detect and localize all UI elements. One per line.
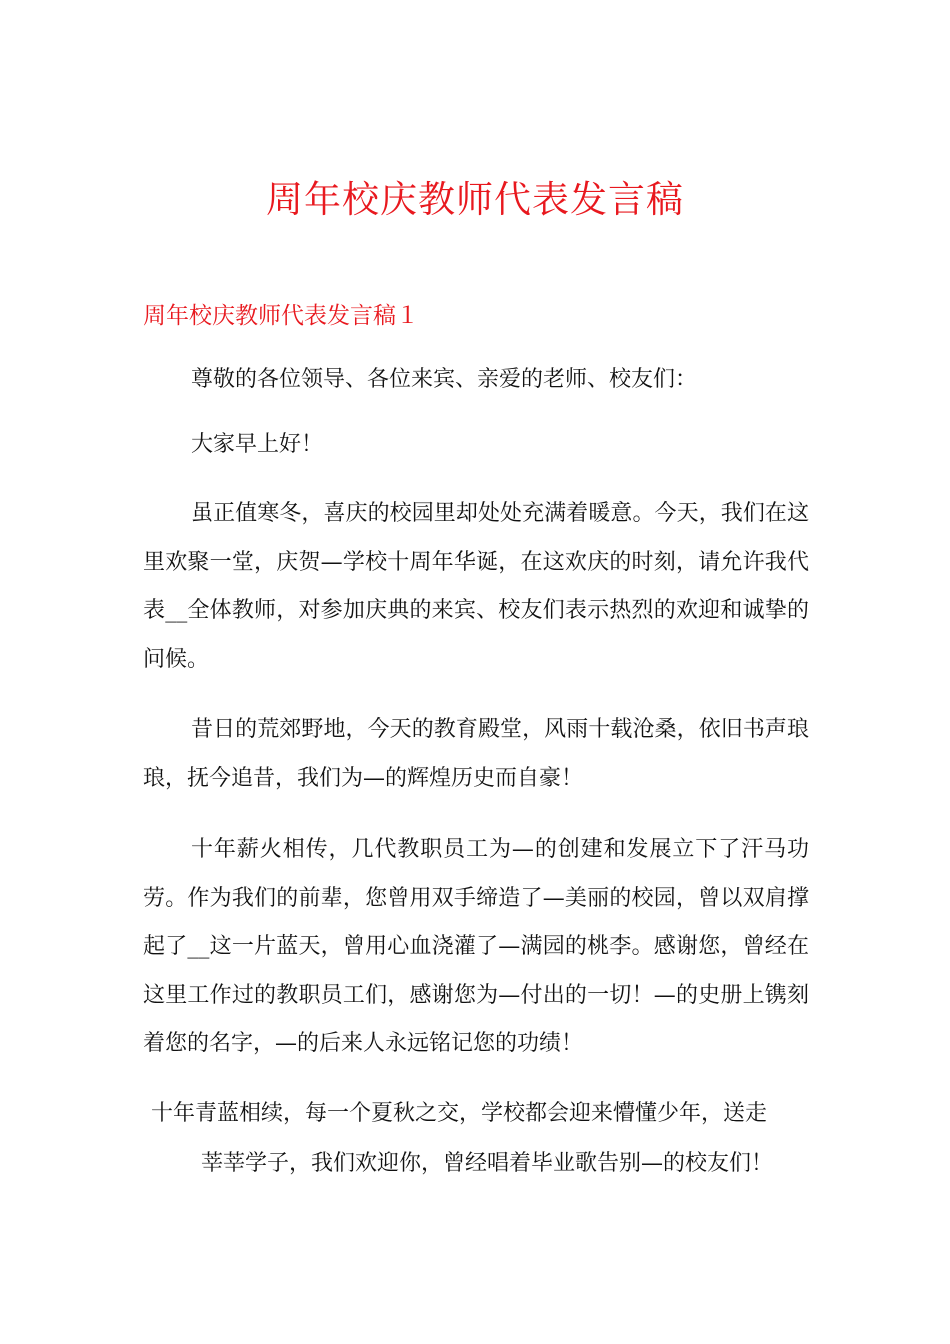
greeting-paragraph: 大家早上好！	[191, 432, 324, 457]
body-paragraph-3: 十年薪火相传，几代教职员工为—的创建和发展立下了汗马功劳。作为我们的前辈，您曾用双手缔造了—美丽的校园，曾以双肩撑起了__这一片蓝天，曾用心血浇灌了—满园的桃李。感谢您，曾经在这里工作过的教职员工们，感谢您为—付出的一切！—的史册上镌刻着您的名字，—的后来人永远铭记您的功绩！	[143, 837, 809, 1056]
body-paragraph-1: 虽正值寒冬，喜庆的校园里却处处充满着暖意。今天，我们在这里欢聚一堂，庆贺—学校十周年华诞，在这欢庆的时刻，请允许我代表__全体教师，对参加庆典的来宾、校友们表示热烈的欢迎和诚挚的问候。	[143, 501, 809, 672]
section-heading: 周年校庆教师代表发言稿１	[143, 303, 419, 329]
body-paragraph-4-line-2: 莘莘学子，我们欢迎你，曾经唱着毕业歌告别—的校友们！	[201, 1151, 774, 1176]
body-paragraph-4-line-1: 十年青蓝相续，每一个夏秋之交，学校都会迎来懵懂少年，送走	[151, 1101, 768, 1126]
body-paragraph-2: 昔日的荒郊野地，今天的教育殿堂，风雨十载沧桑，依旧书声琅琅，抚今追昔，我们为—的辉煌历史而自豪！	[143, 717, 809, 791]
document-title: 周年校庆教师代表发言稿	[266, 178, 684, 221]
salutation-paragraph: 尊敬的各位领导、各位来宾、亲爱的老师、校友们：	[191, 367, 698, 392]
